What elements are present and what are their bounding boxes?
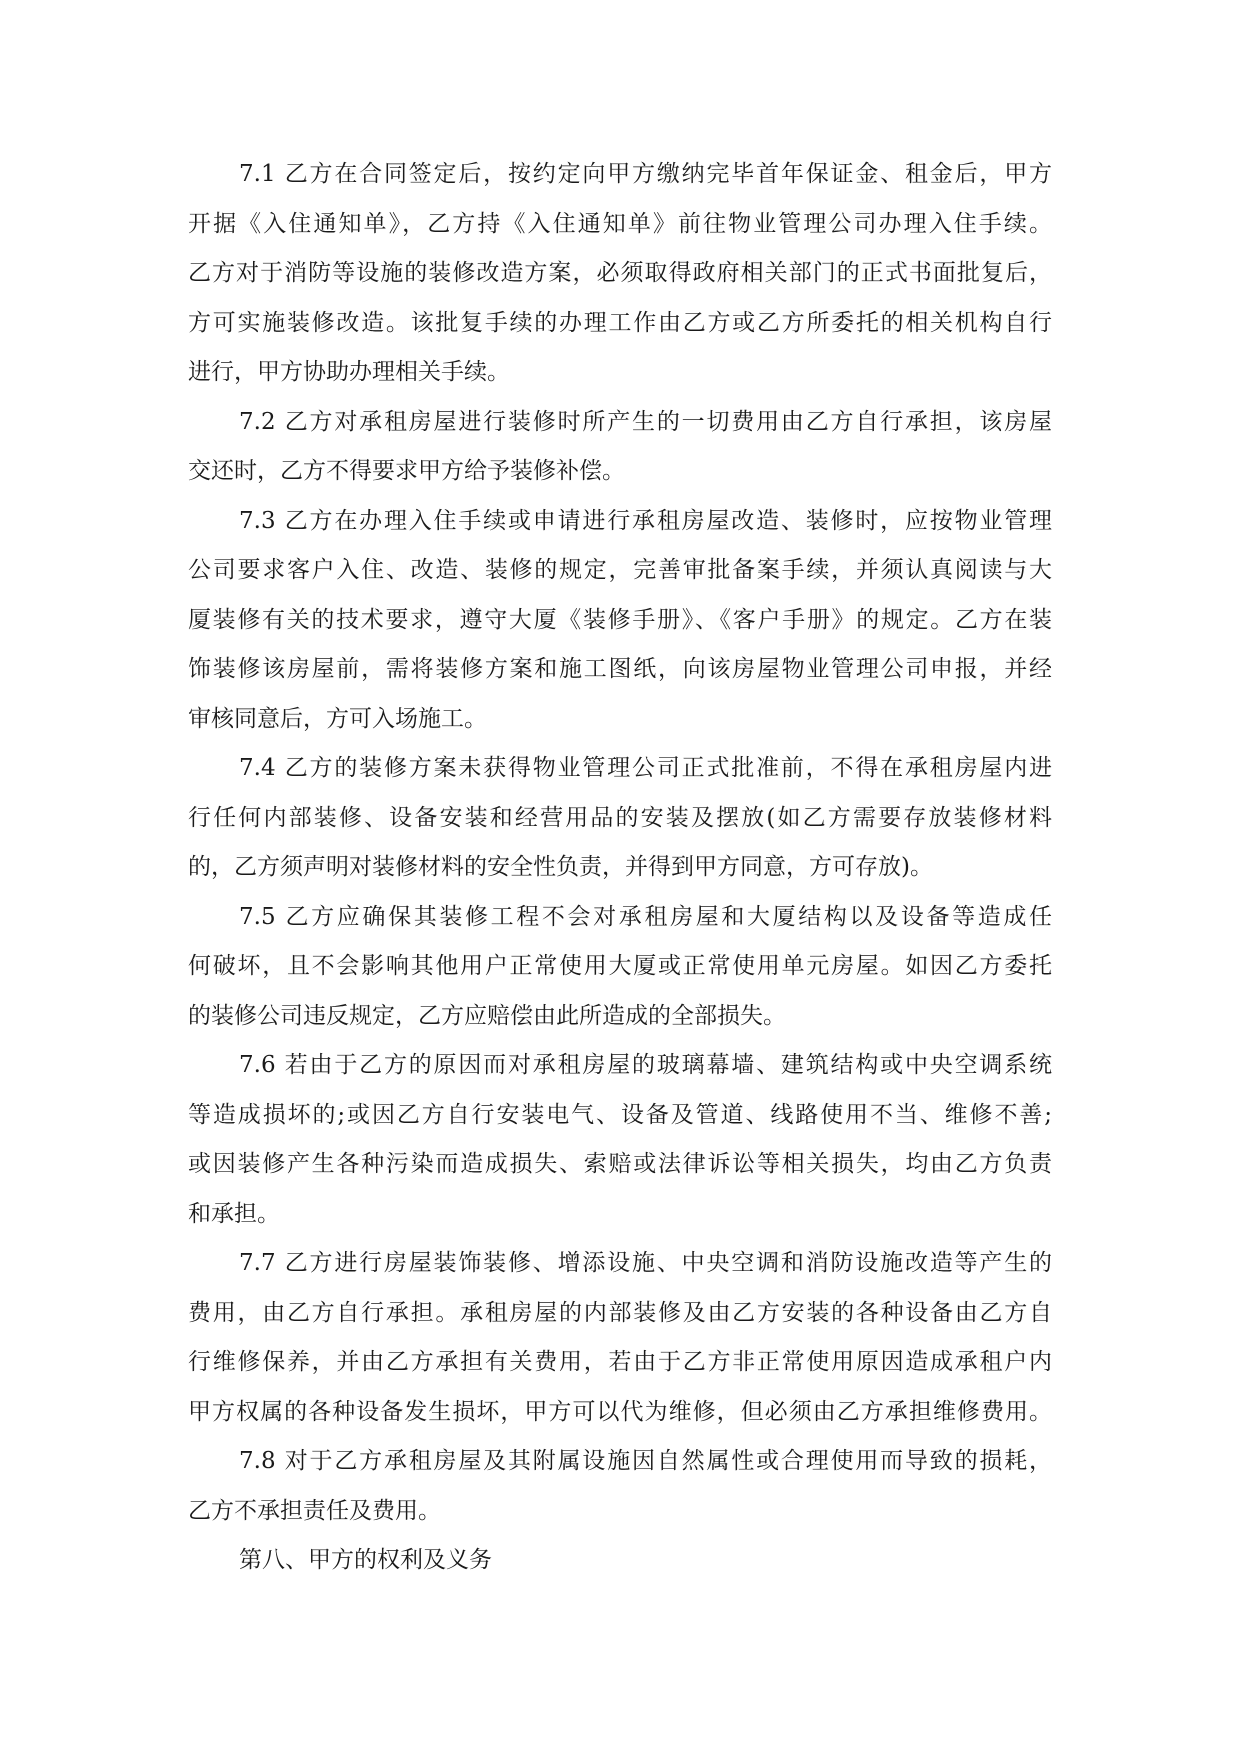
text-line: 饰装修该房屋前，需将装修方案和施工图纸，向该房屋物业管理公司申报，并经: [188, 656, 1052, 682]
text-line: 7.6 若由于乙方的原因而对承租房屋的玻璃幕墙、建筑结构或中央空调系统: [239, 1052, 1052, 1078]
text-line: 或因装修产生各种污染而造成损失、索赔或法律诉讼等相关损失，均由乙方负责: [188, 1151, 1052, 1177]
text-line: 第八、甲方的权利及义务: [239, 1547, 492, 1573]
text-line: 7.4 乙方的装修方案未获得物业管理公司正式批准前，不得在承租房屋内进: [239, 755, 1052, 781]
text-line: 行维修保养，并由乙方承担有关费用，若由于乙方非正常使用原因造成承租户内: [188, 1349, 1052, 1375]
text-line: 乙方不承担责任及费用。: [188, 1497, 441, 1524]
text-line: 交还时，乙方不得要求甲方给予装修补偿。: [188, 458, 625, 484]
text-line: 方可实施装修改造。该批复手续的办理工作由乙方或乙方所委托的相关机构自行: [188, 309, 1052, 336]
text-line: 甲方权属的各种设备发生损坏，甲方可以代为维修，但必须由乙方承担维修费用。: [188, 1398, 1052, 1425]
text-line: 何破坏，且不会影响其他用户正常使用大厦或正常使用单元房屋。如因乙方委托: [188, 953, 1052, 979]
text-line: 审核同意后，方可入场施工。: [188, 705, 487, 732]
text-line: 厦装修有关的技术要求，遵守大厦《装修手册》、《客户手册》的规定。乙方在装: [188, 606, 1052, 633]
document-body: [188, 150, 1052, 1586]
text-line: 7.8 对于乙方承租房屋及其附属设施因自然属性或合理使用而导致的损耗，: [239, 1448, 1052, 1474]
text-line: 7.2 乙方对承租房屋进行装修时所产生的一切费用由乙方自行承担，该房屋: [239, 408, 1052, 435]
text-line: 的装修公司违反规定，乙方应赔偿由此所造成的全部损失。: [188, 1002, 786, 1029]
text-line: 行任何内部装修、设备安装和经营用品的安装及摆放(如乙方需要存放装修材料: [188, 804, 1052, 831]
text-line: 等造成损坏的;或因乙方自行安装电气、设备及管道、线路使用不当、维修不善;: [188, 1101, 1052, 1128]
text-line: 开据《入住通知单》，乙方持《入住通知单》前往物业管理公司办理入住手续。: [188, 210, 1052, 237]
text-line: 7.5 乙方应确保其装修工程不会对承租房屋和大厦结构以及设备等造成任: [239, 903, 1052, 930]
text-line: 7.3 乙方在办理入住手续或申请进行承租房屋改造、装修时，应按物业管理: [239, 507, 1052, 534]
text-line: 的，乙方须声明对装修材料的安全性负责，并得到甲方同意，方可存放)。: [188, 854, 933, 880]
text-line: 7.1 乙方在合同签定后，按约定向甲方缴纳完毕首年保证金、租金后，甲方: [239, 161, 1052, 187]
text-line: 和承担。: [188, 1200, 280, 1227]
text-line: 7.7 乙方进行房屋装饰装修、增添设施、中央空调和消防设施改造等产生的: [239, 1250, 1052, 1276]
text-line: 公司要求客户入住、改造、装修的规定，完善审批备案手续，并须认真阅读与大: [188, 557, 1052, 583]
text-line: 进行，甲方协助办理相关手续。: [188, 359, 510, 385]
text-line: 费用，由乙方自行承担。承租房屋的内部装修及由乙方安装的各种设备由乙方自: [188, 1299, 1052, 1326]
text-line: 乙方对于消防等设施的装修改造方案，必须取得政府相关部门的正式书面批复后，: [188, 260, 1052, 286]
